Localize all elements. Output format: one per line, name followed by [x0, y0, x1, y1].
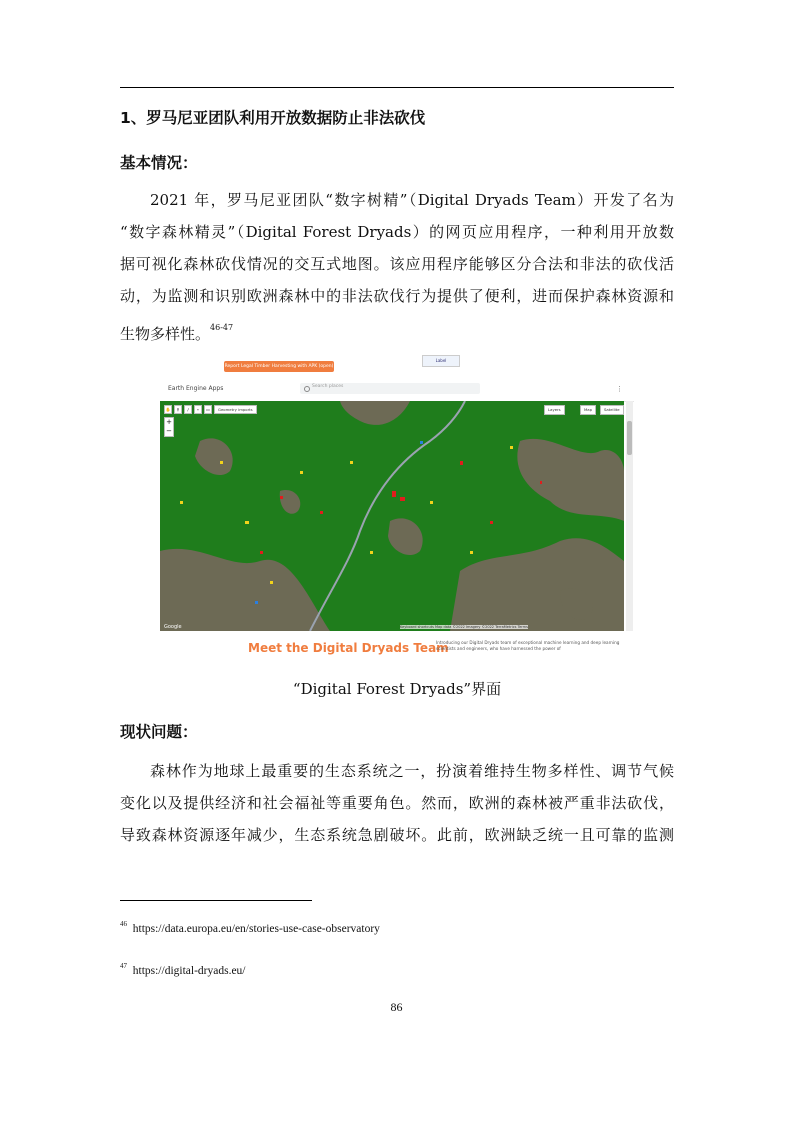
rectangle-tool[interactable]: ▭	[204, 405, 212, 414]
basic-paragraph	[120, 184, 674, 344]
layers-button[interactable]: Layers	[544, 405, 565, 415]
footnote-47	[120, 962, 246, 977]
section-title: 1、罗马尼亚团队利用开放数据防止非法砍伐	[120, 109, 426, 127]
search-icon	[304, 386, 310, 392]
meet-team-title: Meet the Digital Dryads Team	[248, 641, 449, 655]
issue-heading: 现状问题：	[120, 723, 198, 741]
page-number: 86	[390, 1000, 403, 1014]
line-tool[interactable]: ∕	[184, 405, 192, 414]
header-rule	[120, 87, 674, 88]
footnote-link[interactable]: https://data.europa.eu/en/stories-use-case-observatory	[132, 923, 380, 935]
zoom-in-button[interactable]: +	[166, 418, 172, 426]
forest-map[interactable]	[160, 401, 624, 631]
basic-line: 据可视化森林砍伐情况的交互式地图。该应用程序能够区分合法和非法的砍伐活	[120, 255, 674, 273]
footnote-46	[120, 920, 380, 935]
screenshot-topbar	[160, 355, 634, 377]
figure-caption: “Digital Forest Dryads”界面	[292, 680, 502, 698]
footnote-number: 46	[120, 920, 127, 928]
issue-line: 变化以及提供经济和社会福祉等重要角色。然而，欧洲的森林被严重非法砍伐，	[120, 794, 674, 812]
google-logo: Google	[164, 624, 182, 630]
footnote-link[interactable]: https://digital-dryads.eu/	[132, 965, 246, 977]
zoom-control	[164, 417, 174, 437]
basic-line-text: 生物多样性。	[120, 325, 211, 343]
issue-line: 森林作为地球上最重要的生态系统之一，扮演着维持生物多样性、调节气候	[150, 762, 674, 780]
issue-line: 导致森林资源逐年减少，生态系统急剧破坏。此前，欧洲缺乏统一且可靠的监测	[120, 826, 674, 844]
map-type-button[interactable]: Map	[580, 405, 596, 415]
basic-line: 动，为监测和识别欧洲森林中的非法砍伐行为提供了便利，进而保护森林资源和	[120, 287, 674, 305]
map-attribution: Keyboard shortcuts Map data ©2022 Imagery ©2022 TerraMetrics Terms	[400, 625, 528, 629]
basic-heading: 基本情况：	[120, 154, 198, 172]
app-bar	[160, 377, 634, 402]
issue-paragraph	[120, 755, 674, 851]
app-name: Earth Engine Apps	[168, 385, 224, 392]
scrollbar[interactable]	[626, 401, 633, 631]
satellite-button[interactable]: Satellite	[600, 405, 624, 415]
basic-line: “数字森林精灵”（Digital Forest Dryads）的网页应用程序，一种利用开放数	[120, 223, 674, 241]
search-input[interactable]	[300, 383, 480, 394]
scroll-thumb[interactable]	[627, 421, 632, 455]
meet-team-description: Introducing our Digital Dryads team of exceptional machine learning and deep learning scientists and engineers, who have harnessed the power of	[436, 640, 620, 651]
more-menu-icon[interactable]: ⋮	[616, 385, 623, 393]
pan-tool[interactable]: ✋	[165, 407, 171, 412]
screenshot-footer	[160, 631, 634, 655]
geometry-toolbar	[164, 405, 257, 414]
app-screenshot	[160, 355, 634, 655]
label-chip[interactable]: Label	[422, 355, 460, 367]
basic-line-last	[120, 312, 674, 344]
zoom-out-button[interactable]: −	[166, 427, 172, 435]
footnote-rule	[120, 900, 312, 901]
basic-line: 2021 年，罗马尼亚团队“数字树精”（Digital Dryads Team）开发了名为	[150, 191, 674, 209]
point-tool[interactable]: ⚲	[174, 405, 182, 414]
polygon-tool[interactable]: ⌁	[194, 405, 202, 414]
footnote-ref[interactable]: 46-47	[210, 323, 234, 332]
geometry-imports-button[interactable]: Geometry imports	[214, 405, 257, 414]
search-placeholder: Search places	[312, 384, 344, 389]
report-button[interactable]: Report Legal Timber Harvesting with APK (open)	[224, 361, 334, 372]
footnote-number: 47	[120, 962, 127, 970]
